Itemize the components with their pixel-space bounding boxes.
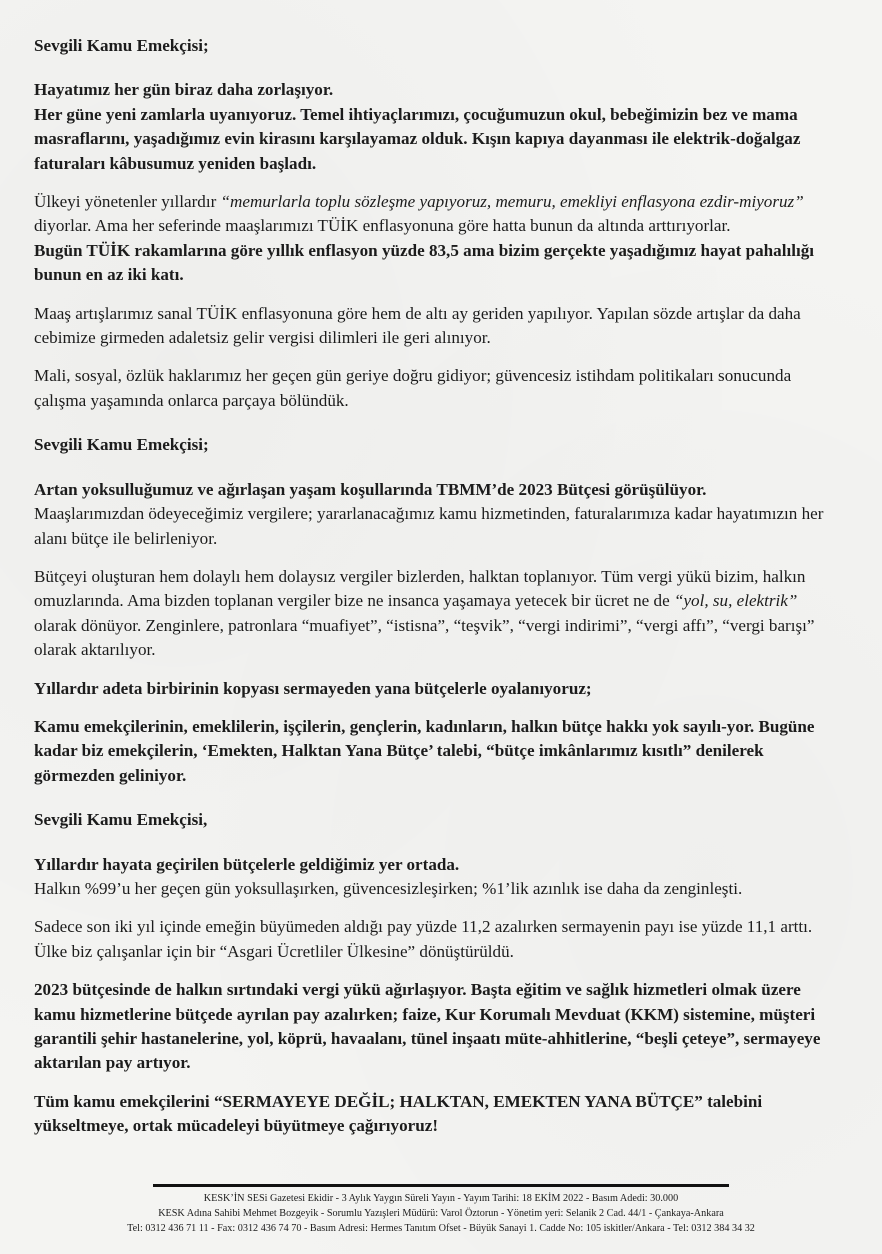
paragraph-text: Bütçeyi oluşturan hem dolaylı hem dolaysız vergiler bizlerden, halktan toplanıyor. Tüm vergi yükü bizim, halkın omuzlarında. Ama bizden toplanan vergiler bize ne insanca yaşamaya yetecek bir ücret ne de <box>34 566 806 611</box>
quote-text: “memurlarla toplu sözleşme yapıyoruz, memuru, emekliyi enflasyona ezdir-miyoruz” <box>220 192 804 212</box>
section-2-paragraph-2 <box>34 565 842 663</box>
paragraph-text: olarak dönüyor. Zenginlere, patronlara “muafiyet”, “istisna”, “teşvik”, “vergi indirimi”, “vergi affı”, “vergi barışı” olarak aktarılıyor. <box>34 615 815 660</box>
section-3-lead: Yıllardır hayata geçirilen bütçelerle geldiğimiz yer ortada. <box>34 854 460 874</box>
footer-line-1: KESK’İN SESi Gazetesi Ekidir - 3 Aylık Yaygın Süreli Yayın - Yayım Tarihi: 18 EKİM 2022 - Basım Adedi: 30.000 <box>203 1193 679 1204</box>
section-1-paragraph-3: Bugün TÜİK rakamlarına göre yıllık enflasyon yüzde 83,5 ama bizim gerçekte yaşadığımız hayat pahalılığı bunun en az iki katı. <box>34 240 815 285</box>
quote-text: “yol, su, elektrik” <box>673 591 798 611</box>
paragraph-text: Ülkeyi yönetenler yıllardır <box>34 192 221 212</box>
section-1-paragraph-5: Mali, sosyal, özlük haklarımız her geçen gün geriye doğru gidiyor; güvencesiz istihdam politikaları sonucunda çalışma yaşamında onlarca parçaya bölündük. <box>34 366 792 410</box>
footer-line-3: Tel: 0312 436 71 11 - Fax: 0312 436 74 70 - Basım Adresi: Hermes Tanıtım Ofset - Büyük Sanayi 1. Cadde No: 105 iskitler/Ankara - Tel: 0312 384 34 32 <box>127 1223 755 1234</box>
greeting-3: Sevgili Kamu Emekçisi, <box>34 810 208 830</box>
paragraph-text: diyorlar. Ama her seferinde maaşlarımızı TÜİK enflasyonuna göre hatta bunun da altında arttırıyorlar. <box>34 216 731 236</box>
section-2-paragraph-3: Yıllardır adeta birbirinin kopyası sermayeden yana bütçelerle oyalanıyoruz; <box>34 678 592 698</box>
section-2-lead: Artan yoksulluğumuz ve ağırlaşan yaşam koşullarında TBMM’de 2023 Bütçesi görüşülüyor. <box>34 479 707 499</box>
footer-line-2: KESK Adına Sahibi Mehmet Bozgeyik - Sorumlu Yazışleri Müdürü: Varol Öztorun - Yönetim yeri: Selanik 2 Cad. 44/1 - Çankaya-Ankara <box>158 1208 724 1219</box>
section-3-paragraph-3: 2023 bütçesinde de halkın sırtındaki vergi yükü ağırlaşıyor. Başta eğitim ve sağlık hizmetleri olmak üzere kamu hizmetlerine bütçede ayrılan pay azalırken; faize, Kur Korumalı Mevduat (KKM) sistemine, müşteri garantili şehir hastanelerine, yol, köprü, havaalanı, tünel inşaatı müte-ahhitlerine, “beşli çeteye”, sermayeye aktarılan pay artıyor. <box>34 980 821 1073</box>
greeting-2: Sevgili Kamu Emekçisi; <box>34 435 209 455</box>
section-1-lead: Hayatımız her gün biraz daha zorlaşıyor. <box>34 80 334 100</box>
section-2-paragraph-4: Kamu emekçilerinin, emeklilerin, işçilerin, gençlerin, kadınların, halkın bütçe hakkı yok sayılı-yor. Bugüne kadar biz emekçilerin, ‘Emekten, Halktan Yana Bütçe’ talebi, “bütçe imkânlarımız kısıtlı” denilerek görmezden geliniyor. <box>34 716 815 785</box>
section-2-paragraph-1: Maaşlarımızdan ödeyeceğimiz vergilere; yararlanacağımız kamu hizmetinden, faturalarımıza kadar hayatımızın her alanı bütçe ile belirleniyor. <box>34 504 824 548</box>
section-3-paragraph-2: Sadece son iki yıl içinde emeğin büyümeden aldığı pay yüzde 11,2 azalırken sermayenin payı ise yüzde 11,1 arttı. Ülke biz çalışanlar için bir “Asgari Ücretliler Ülkesine” dönüştürüldü. <box>34 917 813 961</box>
section-1-paragraph-1: Her güne yeni zamlarla uyanıyoruz. Temel ihtiyaçlarımızı, çocuğumuzun okul, bebeğimizin bez ve mama masraflarını, yaşadığımız evin kirasını karşılayamaz olduk. Kışın kapıya dayanması ile elektrik-doğalgaz faturaları kâbusumuz yeniden başladı. <box>34 104 801 173</box>
section-1-paragraph-4: Maaş artışlarımız sanal TÜİK enflasyonuna göre hem de altı ay geriden yapılıyor. Yapılan sözde artışlar da daha cebimize girmeden adaletsiz gelir vergisi dilimleri ile geri alınıyor. <box>34 303 801 348</box>
document-body <box>34 34 842 1139</box>
section-1-paragraph-2 <box>34 190 842 239</box>
section-3-closing: Tüm kamu emekçilerini “SERMAYEYE DEĞİL; HALKTAN, EMEKTEN YANA BÜTÇE” talebini yükseltmeye, ortak mücadeleyi büyütmeye çağırıyoruz! <box>34 1091 763 1136</box>
greeting-1: Sevgili Kamu Emekçisi; <box>34 36 209 55</box>
footer-rule <box>153 1184 729 1187</box>
imprint-footer <box>0 1184 882 1236</box>
section-3-paragraph-1: Halkın %99’u her geçen gün yoksullaşırken, güvencesizleşirken; %1’lik azınlık ise daha da zenginleşti. <box>34 878 743 898</box>
